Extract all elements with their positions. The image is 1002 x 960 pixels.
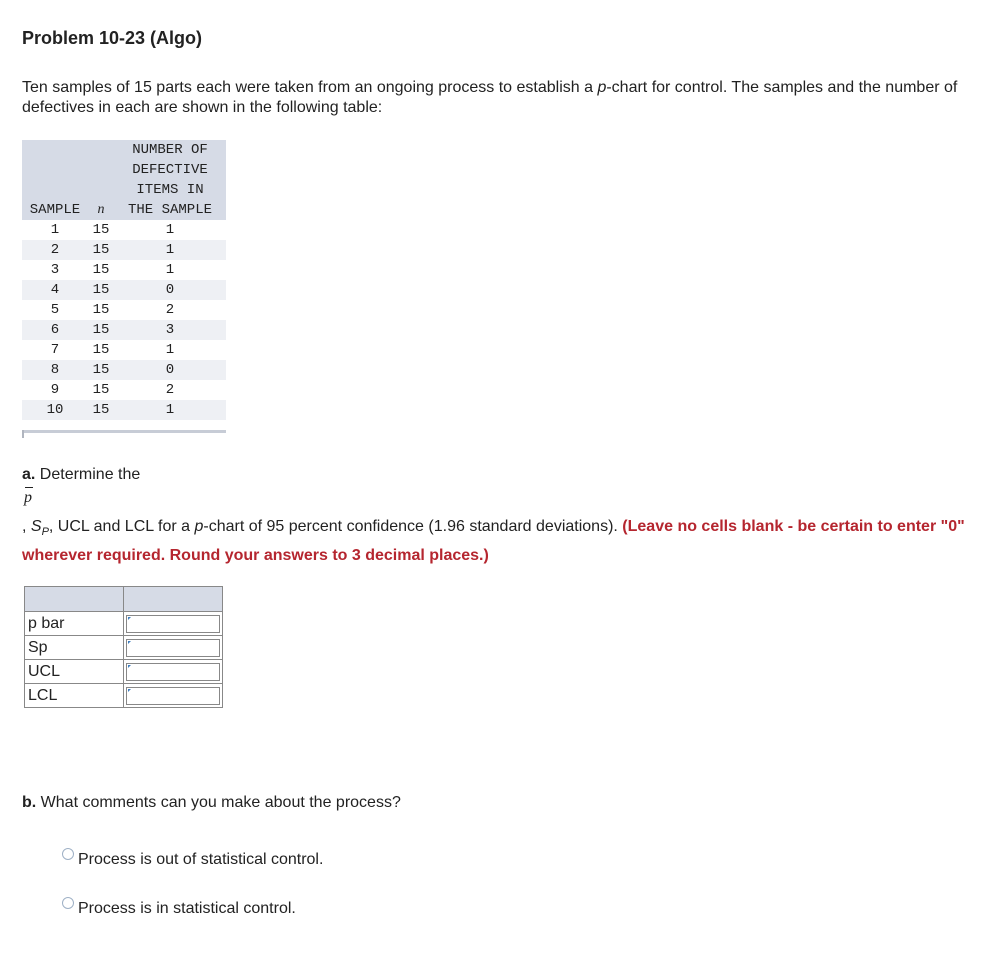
intro-p-italic: p — [597, 79, 607, 96]
n-cell: 15 — [92, 342, 110, 358]
defective-cell: 0 — [114, 360, 226, 380]
table-row — [22, 380, 226, 400]
problem-title: Problem 10-23 (Algo) — [22, 28, 203, 48]
sample-cell: 10 — [22, 400, 88, 420]
header-the-sample: THE SAMPLE — [114, 200, 226, 220]
sample-cell: 9 — [50, 382, 60, 398]
header-line-1: NUMBER OF — [114, 140, 226, 160]
table-row — [22, 320, 226, 340]
option-label: Process is in statistical control. — [78, 900, 296, 917]
defective-cell: 2 — [165, 382, 175, 398]
sample-cell: 8 — [22, 360, 88, 380]
option-label: Process is out of statistical control. — [78, 851, 324, 868]
header-n: n — [88, 200, 114, 220]
intro-part1: Ten samples of 15 parts each were taken from an ongoing process to establish a — [22, 79, 598, 96]
radio-button[interactable] — [62, 897, 74, 909]
n-cell: 15 — [92, 222, 110, 238]
sample-cell: 5 — [50, 302, 60, 318]
defective-cell: 1 — [114, 240, 226, 260]
answer-row-ucl — [25, 660, 223, 684]
pbar-symbol: p — [24, 489, 32, 506]
sample-cell: 6 — [22, 320, 88, 340]
sp-symbol: $S_P$ — [30, 518, 49, 539]
sample-cell: 7 — [50, 342, 60, 358]
lcl-input[interactable] — [126, 687, 220, 705]
part-a-heading — [22, 466, 140, 484]
table-row — [22, 220, 226, 240]
intro-part2: -chart for control. The samples and the number of defectives in each are shown in the following table: — [22, 79, 958, 116]
table-row — [22, 400, 226, 420]
defectives-table — [22, 140, 226, 420]
sp-input[interactable] — [126, 639, 220, 657]
header-sample: SAMPLE — [22, 200, 88, 220]
defective-cell: 1 — [165, 222, 175, 238]
defective-cell: 1 — [114, 400, 226, 420]
part-a-label: a. — [22, 466, 36, 483]
table-row — [22, 300, 226, 320]
header-line-2: DEFECTIVE — [114, 160, 226, 180]
table-row — [22, 240, 226, 260]
table-row — [22, 360, 226, 380]
table-row — [22, 340, 226, 360]
option-out-of-control[interactable] — [62, 851, 323, 869]
answer-table — [24, 586, 223, 708]
answer-label: UCL — [25, 660, 124, 684]
ucl-input[interactable] — [126, 663, 220, 681]
table-row — [22, 260, 226, 280]
part-b-text: What comments can you make about the process? — [36, 794, 401, 811]
n-cell: 15 — [92, 382, 110, 398]
n-cell: 15 — [88, 280, 114, 300]
defective-cell: 2 — [165, 302, 175, 318]
answer-row-sp — [25, 636, 223, 660]
sample-cell: 2 — [22, 240, 88, 260]
pbar-input[interactable] — [126, 615, 220, 633]
instruction-warning: (Leave no cells blank - be certain to enter "0" wherever required. Round your answers to 3 decimal places.) — [22, 518, 965, 565]
table-bottom-tick — [22, 430, 24, 438]
defective-cell: 1 — [165, 262, 175, 278]
answer-label: p bar — [25, 612, 124, 636]
table-bottom-divider — [22, 430, 226, 433]
table-row — [22, 280, 226, 300]
n-cell: 15 — [88, 360, 114, 380]
n-cell: 15 — [92, 302, 110, 318]
sample-cell: 1 — [50, 222, 60, 238]
header-line-3: ITEMS IN — [114, 180, 226, 200]
defective-cell: 0 — [114, 280, 226, 300]
n-cell: 15 — [88, 320, 114, 340]
defective-cell: 3 — [114, 320, 226, 340]
n-cell: 15 — [88, 400, 114, 420]
sample-cell: 3 — [50, 262, 60, 278]
sample-cell: 4 — [22, 280, 88, 300]
n-cell: 15 — [92, 262, 110, 278]
answer-row-pbar — [25, 612, 223, 636]
answer-label: LCL — [25, 684, 124, 708]
part-a-text: Determine the — [35, 466, 141, 483]
part-b-label: b. — [22, 794, 37, 811]
problem-intro — [22, 78, 962, 118]
part-a-instructions: , $S_P$, UCL and LCL for a p-chart of 95 percent confidence (1.96 standard deviations). (Leave no cells blank - be certain to enter "0" wherever required. Round your answers to 3 decimal places.) — [22, 518, 965, 565]
defective-cell: 1 — [165, 342, 175, 358]
n-cell: 15 — [88, 240, 114, 260]
part-b-heading — [22, 794, 401, 812]
answer-label: Sp — [25, 636, 124, 660]
radio-button[interactable] — [62, 848, 74, 860]
answer-row-lcl — [25, 684, 223, 708]
option-in-control[interactable] — [62, 900, 296, 918]
